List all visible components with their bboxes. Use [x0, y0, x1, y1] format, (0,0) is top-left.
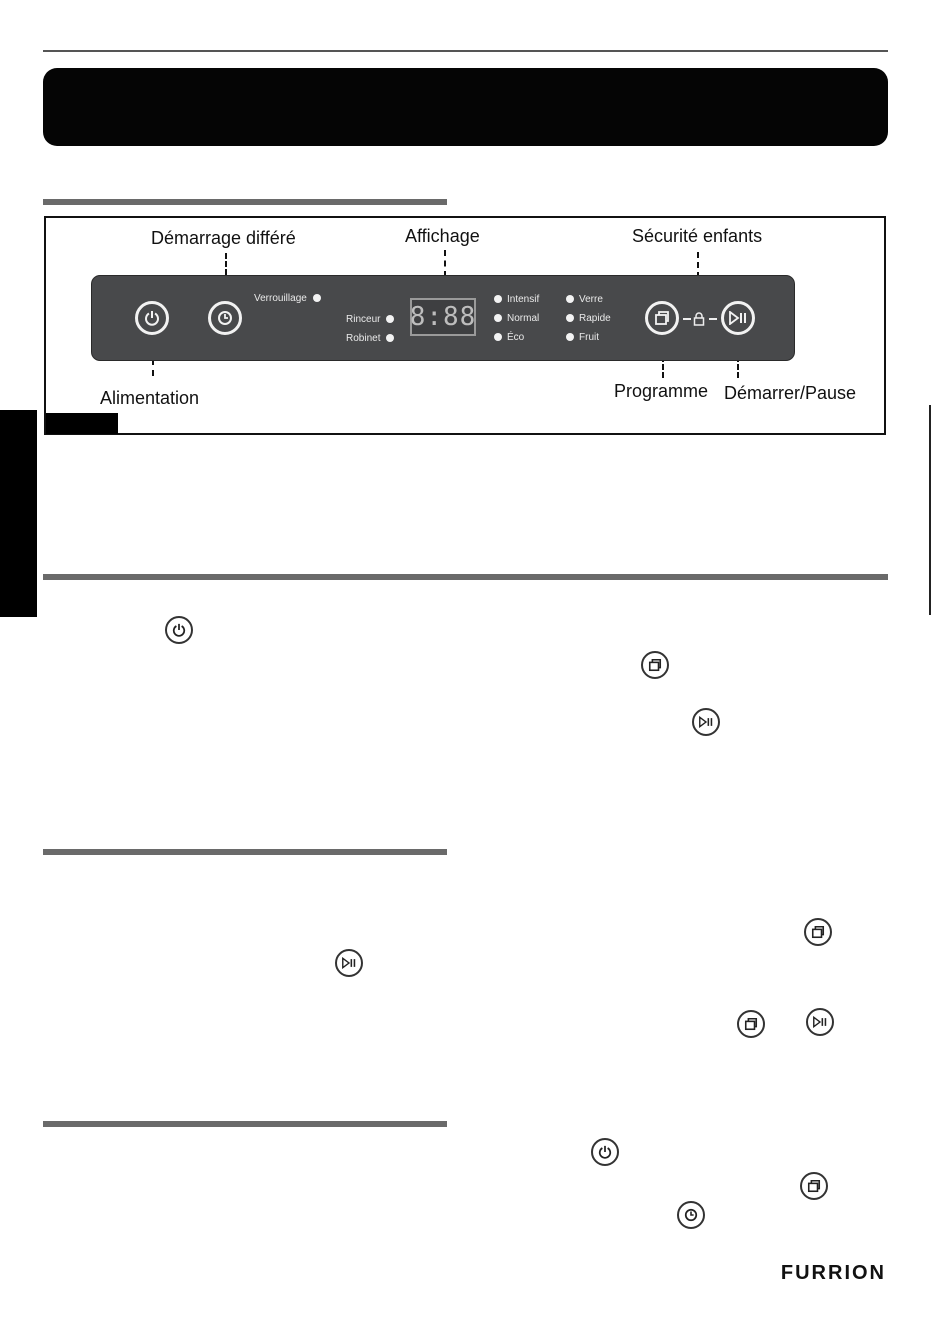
brand-logo: FURRION — [780, 1262, 886, 1284]
inline-power-icon — [165, 616, 193, 644]
section-rule — [43, 199, 447, 205]
program-led-glass — [566, 295, 574, 303]
program-label-eco: Éco — [507, 332, 525, 343]
inline-program-icon — [641, 651, 669, 679]
inline-power-icon — [591, 1138, 619, 1166]
program-icon — [654, 310, 670, 326]
water-tap-indicator-led — [386, 334, 394, 342]
program-label-fruit: Fruit — [579, 332, 599, 343]
lock-indicator-label: Verrouillage — [254, 293, 307, 304]
program-led-intensive — [494, 295, 502, 303]
water-tap-indicator-label: Robinet — [346, 333, 381, 344]
program-label-quick: Rapide — [579, 313, 611, 324]
section-rule-full — [43, 574, 888, 580]
inline-clock-icon — [677, 1201, 705, 1229]
rinse-aid-indicator-label: Rinceur — [346, 314, 381, 325]
lock-indicator-led — [313, 294, 321, 302]
inline-program-icon — [800, 1172, 828, 1200]
clock-icon — [217, 310, 233, 326]
program-label-glass: Verre — [579, 294, 603, 305]
start-pause-button[interactable] — [721, 301, 755, 335]
inline-program-icon — [737, 1010, 765, 1038]
inline-play-pause-icon — [692, 708, 720, 736]
lock-combo-dash-left — [683, 318, 691, 320]
section-rule-left-3 — [43, 1121, 447, 1127]
page-edge-line — [929, 405, 931, 615]
callout-delay-start: Démarrage différé — [151, 228, 296, 248]
program-led-eco — [494, 333, 502, 341]
section-banner — [43, 68, 888, 146]
callout-display: Affichage — [405, 226, 480, 246]
header-rule — [43, 50, 888, 52]
language-side-tab — [0, 410, 37, 617]
lock-combo-dash-right — [709, 318, 717, 320]
program-led-normal — [494, 314, 502, 322]
inline-play-pause-icon — [806, 1008, 834, 1036]
delay-start-button[interactable] — [208, 301, 242, 335]
inline-play-pause-icon — [335, 949, 363, 977]
section-rule-left-2 — [43, 849, 447, 855]
rinse-aid-indicator-led — [386, 315, 394, 323]
inline-program-icon — [804, 918, 832, 946]
program-led-quick — [566, 314, 574, 322]
play-pause-icon — [729, 311, 747, 325]
program-label-intensive: Intensif — [507, 294, 540, 305]
program-button[interactable] — [645, 301, 679, 335]
power-icon — [144, 310, 160, 326]
callout-start-pause: Démarrer/Pause — [724, 383, 857, 403]
callout-child-lock: Sécurité enfants — [632, 226, 763, 246]
program-label-normal: Normal — [507, 313, 540, 324]
power-button[interactable] — [135, 301, 169, 335]
callout-program: Programme — [614, 381, 709, 401]
lock-icon — [693, 311, 705, 330]
program-led-fruit — [566, 333, 574, 341]
callout-power: Alimentation — [100, 388, 200, 408]
figure-tag — [46, 413, 118, 434]
digit-display: 8:88 — [410, 298, 476, 336]
